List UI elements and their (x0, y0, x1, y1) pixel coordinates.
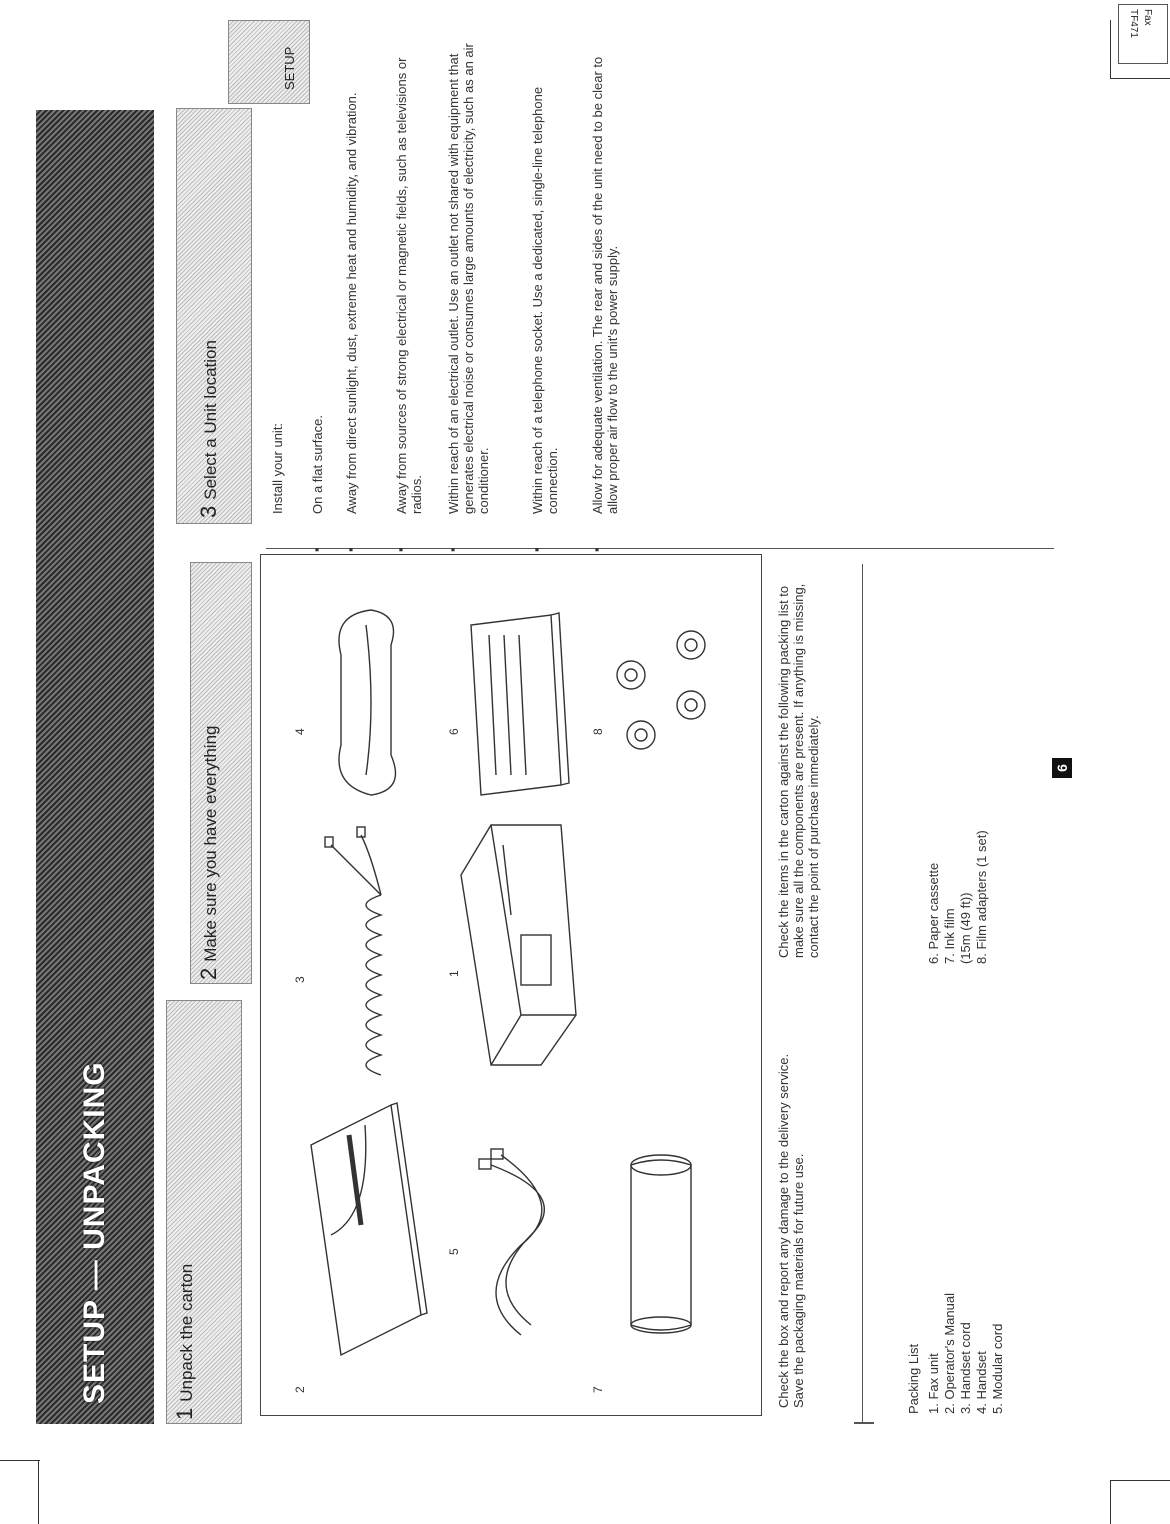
step-3-title (196, 340, 222, 518)
location-intro: Install your unit: (270, 422, 285, 514)
location-item: ▪ Within reach of an electrical outlet. Use an outlet not shared with equipment that generates electrical noise or consumes large amounts of electricity, such as an air conditioner. (445, 43, 491, 552)
unpack-note-1: Check the box and report any damage to the delivery service. (776, 1053, 791, 1408)
item-number-7: 7 (591, 1386, 605, 1393)
check-note: Check the items in the carton against the following packing list to make sure all the components are present. If anything is missing, contact the point of purchase immediately. (776, 583, 821, 958)
item-number-6: 6 (447, 728, 461, 735)
operators-manual-illustration (301, 1095, 431, 1375)
packing-item: 2. Operator's Manual (942, 1293, 957, 1414)
item-number-5: 5 (447, 1248, 461, 1255)
item-number-8: 8 (591, 728, 605, 735)
location-item: ▪ On a flat surface. (309, 415, 325, 552)
handset-cord-illustration (311, 815, 421, 1095)
location-item: ▪ Away from direct sunlight, dust, extreme heat and humidity, and vibration. (343, 92, 359, 552)
film-adapters-illustration (601, 575, 731, 775)
step-3-number: 3 (196, 505, 221, 518)
step-1-number: 1 (172, 1407, 197, 1420)
fax-unit-illustration (451, 805, 581, 1085)
page-title: SETUP — UNPACKING (78, 1061, 111, 1404)
packing-list-heading: Packing List (906, 1343, 921, 1414)
item-number-1: 1 (447, 970, 461, 977)
packing-item: 4. Handset (974, 1351, 989, 1414)
location-item: ▪ Away from sources of strong electrical or magnetic fields, such as televisions or radios. (393, 57, 424, 552)
document-tag-line2: TF471 (1128, 9, 1139, 38)
packing-list-right (926, 604, 990, 964)
illustration-box (260, 554, 762, 1416)
unpack-note-2: Save the packaging materials for future use. (791, 1153, 806, 1408)
packing-list-left (926, 1054, 1006, 1414)
item-number-4: 4 (293, 728, 307, 735)
packing-item: (15m (49 ft)) (958, 892, 973, 964)
packing-item: 8. Film adapters (1 set) (974, 830, 989, 964)
divider (862, 564, 863, 1424)
modular-cord-illustration (461, 1115, 581, 1355)
location-item: ▪ Allow for adequate ventilation. The rear and sides of the unit need to be clear to allow proper air flow to the unit's power supply. (589, 56, 620, 552)
step-1-label: Unpack the carton (177, 1263, 196, 1402)
step-2-label: Make sure you have everything (201, 725, 220, 962)
item-number-3: 3 (293, 976, 307, 983)
packing-item: 5. Modular cord (990, 1323, 1005, 1414)
document-tag-line1: Fax (1142, 9, 1153, 26)
section-tab-label: SETUP (282, 46, 297, 90)
ink-film-illustration (601, 1135, 721, 1355)
item-number-2: 2 (293, 1386, 307, 1393)
column-divider (266, 548, 1054, 549)
packing-item: 3. Handset cord (958, 1322, 973, 1414)
step-3-label: Select a Unit location (201, 340, 220, 500)
packing-item: 7. Ink film (942, 908, 957, 964)
step-2-number: 2 (196, 967, 221, 980)
unpack-notes (776, 988, 806, 1408)
section-tab (228, 20, 310, 104)
handset-illustration (311, 595, 421, 815)
step-2-title (196, 726, 222, 981)
paper-cassette-illustration (451, 595, 581, 815)
packing-item: 6. Paper cassette (926, 862, 941, 964)
packing-item: 1. Fax unit (926, 1353, 941, 1414)
divider (854, 1422, 874, 1424)
location-item: ▪ Within reach of a telephone socket. Use a dedicated, single-line telephone connection. (529, 86, 560, 552)
page-number: 6 (1052, 758, 1072, 778)
step-1-title (172, 1264, 198, 1420)
